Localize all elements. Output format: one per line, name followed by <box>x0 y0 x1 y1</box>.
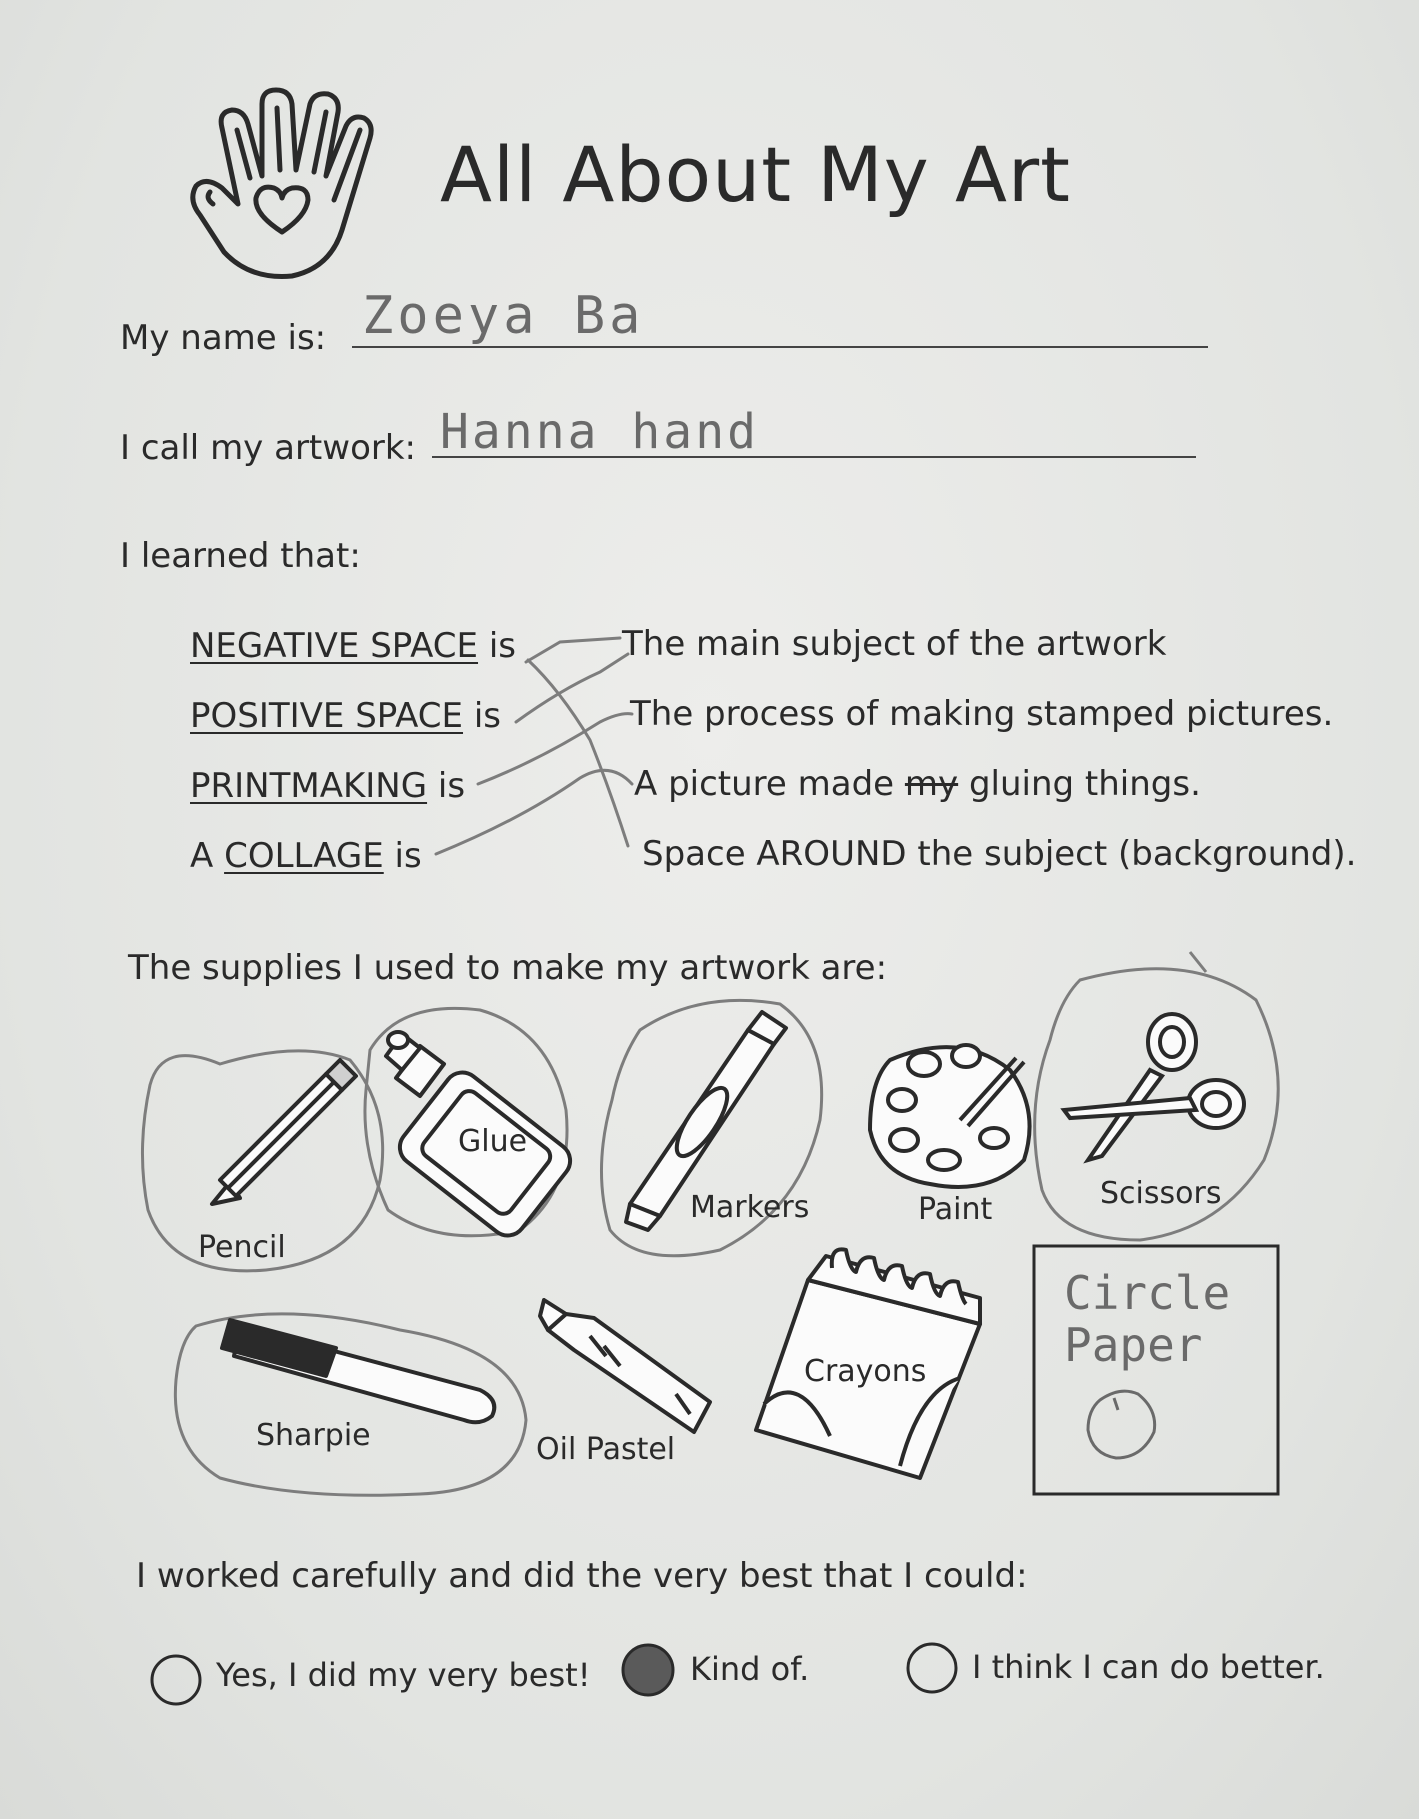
effort-prompt: I worked carefully and did the very best that I could: <box>136 1556 1028 1596</box>
radio-kind-of[interactable] <box>623 1645 673 1695</box>
term-negative-space: NEGATIVE SPACE is <box>190 626 516 666</box>
artwork-prompt: I call my artwork: <box>120 428 416 468</box>
term-printmaking: PRINTMAKING is <box>190 766 466 806</box>
drawn-circle <box>1088 1391 1155 1458</box>
effort-option-kind-of[interactable]: Kind of. <box>690 1650 810 1688</box>
term-positive-space: POSITIVE SPACE is <box>190 696 501 736</box>
supply-label-oil-pastel[interactable]: Oil Pastel <box>536 1432 676 1467</box>
definition-2: The process of making stamped pictures. <box>630 694 1334 734</box>
learned-prompt: I learned that: <box>120 536 361 576</box>
definition-3: A picture made my gluing things. <box>634 764 1201 804</box>
definition-1: The main subject of the artwork <box>622 624 1167 664</box>
effort-option-do-better[interactable]: I think I can do better. <box>972 1648 1325 1686</box>
supply-label-crayons[interactable]: Crayons <box>804 1354 927 1389</box>
supplies-prompt: The supplies I used to make my artwork are: <box>128 948 888 988</box>
other-supply-line2: Paper <box>1064 1318 1203 1372</box>
other-supply-line1: Circle <box>1064 1266 1231 1320</box>
supply-label-paint[interactable]: Paint <box>918 1192 993 1227</box>
sharpie-icon <box>222 1320 494 1422</box>
supply-label-pencil[interactable]: Pencil <box>198 1230 286 1265</box>
name-field[interactable]: Zoeya Ba <box>362 286 645 346</box>
radio-yes[interactable] <box>152 1656 200 1704</box>
effort-option-yes[interactable]: Yes, I did my very best! <box>216 1656 591 1694</box>
radio-do-better[interactable] <box>908 1644 956 1692</box>
term-collage: A COLLAGE is <box>190 836 422 876</box>
supply-label-markers[interactable]: Markers <box>690 1190 810 1225</box>
definition-4: Space AROUND the subject (background). <box>642 834 1357 874</box>
page-title: All About My Art <box>440 130 1071 219</box>
pencil-icon <box>212 1060 356 1204</box>
hand-heart-logo <box>193 90 371 277</box>
supply-label-scissors[interactable]: Scissors <box>1100 1176 1222 1211</box>
name-line <box>352 346 1208 348</box>
oil-pastel-icon <box>540 1300 710 1432</box>
name-prompt: My name is: <box>120 318 327 358</box>
supply-label-sharpie[interactable]: Sharpie <box>256 1418 371 1453</box>
supply-label-glue[interactable]: Glue <box>458 1124 528 1159</box>
scissors-icon <box>1064 1014 1244 1160</box>
paint-palette-icon <box>870 1045 1030 1187</box>
matching-lines <box>436 638 632 854</box>
artwork-title-field[interactable]: Hanna hand <box>440 404 759 460</box>
